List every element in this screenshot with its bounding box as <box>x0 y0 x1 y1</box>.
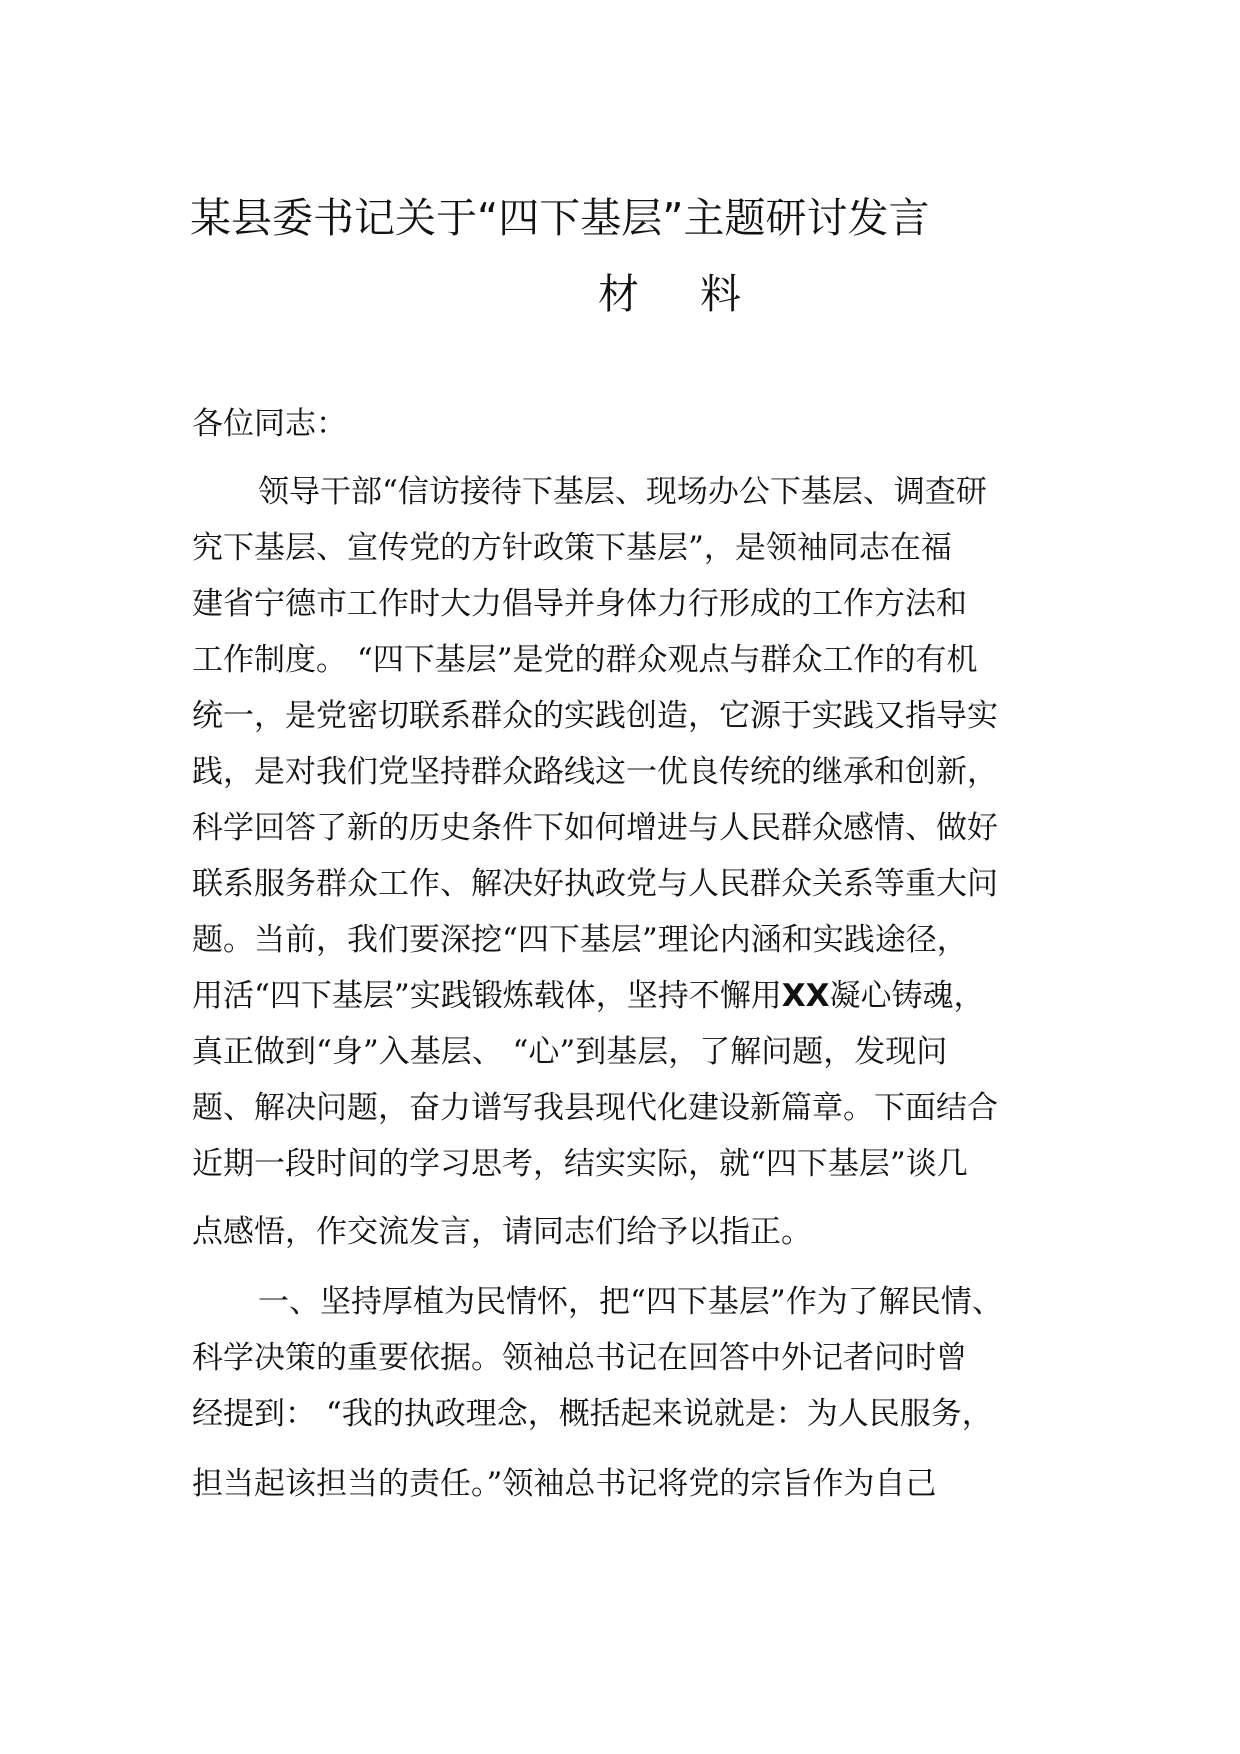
paragraph-1-line-10 <box>192 974 985 1018</box>
paragraph-1-line-3: 建省宁德市工作时大力倡导并身体力行形成的工作方法和 <box>192 586 967 622</box>
paragraph-1-line-12: 题、解决问题，奋力谱写我县现代化建设新篇章。下面结合 <box>192 1090 998 1126</box>
paragraph-2-line-3: 经提到： “我的执政理念，概括起来说就是：为人民服务， <box>192 1396 993 1432</box>
paragraph-1-line-6: 践，是对我们党坚持群众路线这一优良传统的继承和创新， <box>192 754 998 790</box>
document-title-line-1: 某县委书记关于“四下基层”主题研讨发言 <box>190 194 930 242</box>
paragraph-1-line-10-text: 用活“四下基层”实践锻炼载体，坚持不懈用 <box>192 978 782 1014</box>
paragraph-1-line-1: 领导干部“信访接待下基层、现场办公下基层、调查研 <box>258 474 987 510</box>
paragraph-1-line-5: 统一，是党密切联系群众的实践创造，它源于实践又指导实 <box>192 698 998 734</box>
salutation: 各位同志： <box>192 406 347 442</box>
xx-placeholder: XX <box>781 978 830 1014</box>
paragraph-1-line-11: 真正做到“身”入基层、 “心”到基层，了解问题，发现问 <box>192 1034 948 1070</box>
document-title-line-2: 材 料 <box>598 270 766 318</box>
paragraph-1-line-13: 近期一段时间的学习思考，结实实际，就“四下基层”谈几 <box>192 1146 968 1182</box>
paragraph-1-line-4: 工作制度。 “四下基层”是党的群众观点与群众工作的有机 <box>192 642 978 678</box>
paragraph-2-line-1: 一、坚持厚植为民情怀，把“四下基层”作为了解民情、 <box>258 1284 1003 1320</box>
paragraph-2-line-4: 担当起该担当的责任。”领袖总书记将党的宗旨作为自己 <box>192 1466 937 1502</box>
paragraph-1-line-14: 点感悟，作交流发言，请同志们给予以指正。 <box>192 1214 812 1250</box>
paragraph-1-line-10-tail: 凝心铸魂， <box>829 978 985 1014</box>
paragraph-1-line-8: 联系服务群众工作、解决好执政党与人民群众关系等重大问 <box>192 866 998 902</box>
paragraph-2-line-2: 科学决策的重要依据。领袖总书记在回答中外记者问时曾 <box>192 1340 967 1376</box>
paragraph-1-line-7: 科学回答了新的历史条件下如何增进与人民群众感情、做好 <box>192 810 998 846</box>
paragraph-1-line-9: 题。当前，我们要深挖“四下基层”理论内涵和实践途径， <box>192 922 968 958</box>
paragraph-1-line-2: 究下基层、宣传党的方针政策下基层”，是领袖同志在福 <box>192 530 952 566</box>
